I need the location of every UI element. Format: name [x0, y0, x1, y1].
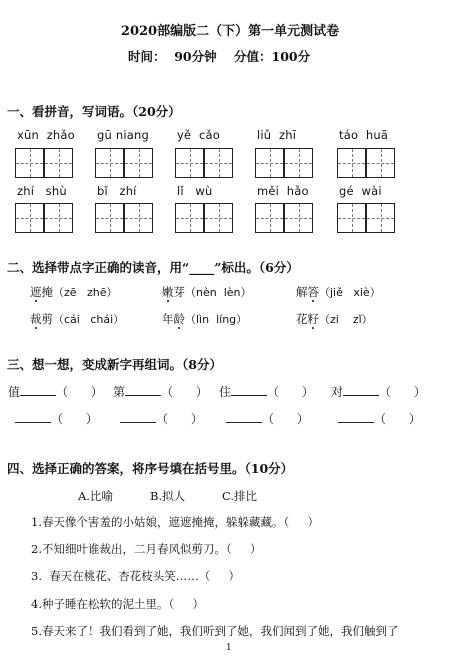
source-char: 第 [113, 385, 126, 399]
char-item [120, 410, 203, 427]
pinyin-label: zhí shù [17, 184, 67, 198]
writing-box[interactable] [44, 203, 73, 233]
word-char: 年 [162, 312, 174, 326]
section-3-heading: 三、想一想，变成新字再组词。（8分） [7, 357, 222, 372]
question-item: 5.春天来了！我们看到了她，我们听到了她，我们闻到了她，我们触到了 [31, 624, 399, 638]
writing-box[interactable] [124, 203, 153, 233]
source-char: 值 [8, 385, 21, 399]
writing-box[interactable] [337, 203, 366, 233]
writing-box[interactable] [284, 203, 313, 233]
char-blank[interactable] [125, 383, 161, 396]
writing-box[interactable] [15, 203, 44, 233]
section-1-heading: 一、看拼音，写词语。（20分） [7, 104, 181, 119]
writing-box[interactable] [366, 203, 395, 233]
char-item [219, 383, 314, 400]
char-blank[interactable] [20, 383, 56, 396]
writing-box[interactable] [366, 148, 395, 178]
pinyin-options[interactable]: （cái chái） [53, 313, 125, 326]
word-paren[interactable]: （ ） [262, 412, 309, 426]
word-char: 掩 [41, 285, 53, 299]
writing-box[interactable] [124, 148, 153, 178]
pinyin-options[interactable]: （nèn lèn） [185, 286, 252, 299]
char-item [331, 383, 426, 400]
writing-box[interactable] [175, 148, 204, 178]
pinyin-label: bǐ zhí [97, 184, 137, 198]
page-number: 1 [226, 643, 232, 653]
writing-box[interactable] [44, 148, 73, 178]
writing-box[interactable] [204, 203, 233, 233]
char-blank[interactable] [343, 383, 379, 396]
word-char: 解 [296, 285, 308, 299]
word-paren[interactable]: （ ） [56, 385, 103, 399]
source-char: 对 [331, 385, 344, 399]
char-item [113, 383, 208, 400]
pinyin-options[interactable]: （jiě xiè） [319, 286, 381, 299]
pinyin-options[interactable]: （lìn líng） [185, 313, 248, 326]
pinyin-label: xūn zhǎo [17, 128, 75, 142]
char-blank[interactable] [15, 410, 51, 423]
pronunciation-item [30, 284, 118, 300]
dotted-char: 裁 [30, 312, 42, 326]
writing-box[interactable] [255, 203, 284, 233]
dotted-char: 籽 [307, 312, 319, 326]
word-char: 芽 [173, 285, 185, 299]
pronunciation-item [162, 284, 252, 300]
time-and-score: 时间： 90分钟 分值：100分 [128, 49, 311, 64]
word-paren[interactable]: （ ） [267, 385, 314, 399]
word-paren[interactable]: （ ） [374, 412, 421, 426]
pinyin-label: liǔ zhī [257, 128, 297, 142]
pinyin-label: lǐ wù [177, 184, 213, 198]
word-paren[interactable]: （ ） [51, 412, 98, 426]
dotted-char: 遮 [30, 285, 42, 299]
word-char: 剪 [41, 312, 53, 326]
word-paren[interactable]: （ ） [379, 385, 426, 399]
char-item [15, 410, 98, 427]
writing-box[interactable] [175, 203, 204, 233]
choice-option: C.排比 [222, 489, 258, 503]
writing-box[interactable] [255, 148, 284, 178]
char-item [338, 410, 421, 427]
section-4-heading: 四、选择正确的答案，将序号填在括号里。（10分） [7, 461, 294, 476]
choice-option: A.比喻 [78, 489, 113, 503]
pinyin-label: měi hǎo [257, 184, 309, 198]
word-paren[interactable]: （ ） [161, 385, 208, 399]
writing-box[interactable] [204, 148, 233, 178]
question-item[interactable]: 3. 春天在桃花、杏花枝头笑……（ ） [31, 569, 241, 583]
pinyin-options[interactable]: （zi zǐ） [319, 313, 373, 326]
writing-box[interactable] [15, 148, 44, 178]
char-item [226, 410, 309, 427]
char-blank[interactable] [120, 410, 156, 423]
char-blank[interactable] [338, 410, 374, 423]
pinyin-options[interactable]: （zē zhē） [53, 286, 118, 299]
writing-box[interactable] [284, 148, 313, 178]
page-title: 2020部编版二（下）第一单元测试卷 [120, 24, 340, 39]
word-char: 花 [296, 312, 308, 326]
dotted-char: 嫩 [162, 285, 174, 299]
writing-box[interactable] [337, 148, 366, 178]
pronunciation-item [162, 311, 247, 327]
pinyin-label: gū niang [97, 128, 149, 142]
pronunciation-item [296, 311, 373, 327]
pinyin-label: yě cǎo [177, 128, 220, 142]
char-blank[interactable] [231, 383, 267, 396]
char-item [8, 383, 103, 400]
section-2-heading: 二、选择带点字正确的读音，用“____”标出。（6分） [7, 260, 299, 275]
dotted-char: 答 [307, 285, 319, 299]
word-paren[interactable]: （ ） [156, 412, 203, 426]
source-char: 住 [219, 385, 232, 399]
writing-box[interactable] [95, 148, 124, 178]
question-item[interactable]: 4.种子睡在松软的泥土里。（ ） [31, 597, 204, 611]
question-item[interactable]: 2.不知细叶谁裁出，二月春风似剪刀。（ ） [31, 542, 262, 556]
pinyin-label: táo huā [339, 128, 389, 142]
question-item[interactable]: 1.春天像个害羞的小姑娘，遮遮掩掩，躲躲藏藏。（ ） [31, 515, 319, 529]
char-blank[interactable] [226, 410, 262, 423]
pronunciation-item [30, 311, 124, 327]
choice-option: B.拟人 [150, 489, 186, 503]
pinyin-label: gé wài [339, 184, 382, 198]
pronunciation-item [296, 284, 381, 300]
dotted-char: 龄 [173, 312, 185, 326]
writing-box[interactable] [95, 203, 124, 233]
